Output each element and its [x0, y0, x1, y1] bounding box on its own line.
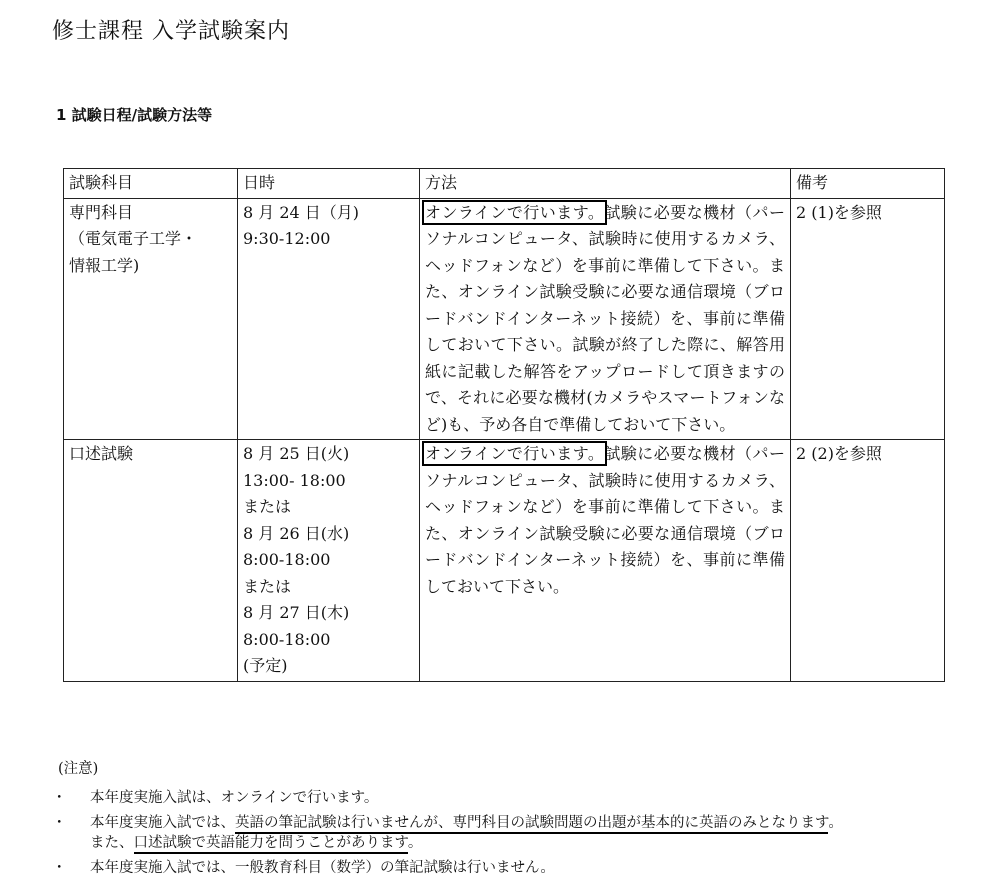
underlined-text: 口述試験で英語能力を問うことがあります [134, 835, 408, 854]
method-cell [420, 440, 791, 682]
remarks-cell: 2 (2)を参照 [791, 440, 945, 682]
note-text: 本年度実施入試は、オンラインで行います。 [90, 790, 379, 806]
method-text: 試験に必要な機材（パーソナルコンピュータ、試験時に使用するカメラ、ヘッドフォンなど）を事前に準備して下さい。また、オンライン試験受験に必要な通信環境（ブロードバンドインターネット接続）を、事前に準備しておいて下さい。試験が終了した際に、解答用紙に記載した解答をアップロードして頂きますので、それに必要な機材(カメラやスマートフォンなど)も、予め各自で準備しておいて下さい。 [425, 202, 785, 434]
bullet-icon: ・ [52, 860, 67, 876]
header-remarks: 備考 [791, 169, 945, 199]
datetime-cell: 8 月 25 日(火) 13:00- 18:00 または 8 月 26 日(水) 8:00-18:00 または 8 月 27 日(木) 8:00-18:00 (予定) [238, 440, 420, 682]
header-method: 方法 [420, 169, 791, 199]
header-datetime: 日時 [238, 169, 420, 199]
subject-cell: 専門科目 （電気電子工学・ 情報工学) [64, 198, 238, 440]
online-notice-box: オンラインで行います。 [425, 202, 605, 222]
note-item [52, 812, 843, 854]
note-text: 本年度実施入試では、一般教育科目（数学）の筆記試験は行いません。 [90, 860, 555, 876]
online-notice-box: オンラインで行います。 [425, 444, 605, 463]
table-row [64, 198, 945, 440]
note-text: 。 [828, 815, 843, 831]
note-text: また、 [90, 835, 134, 851]
note-text: 。 [407, 835, 423, 851]
page-title: 修士課程 入学試験案内 [52, 19, 290, 44]
note-body [90, 812, 843, 854]
method-cell [420, 198, 791, 440]
note-text: 本年度実施入試では、 [90, 815, 235, 831]
method-text: 試験に必要な機材（パーソナルコンピュータ、試験時に使用するカメラ、ヘッドフォンなど）を事前に準備して下さい。また、オンライン試験受験に必要な通信環境（ブロードバンドインターネット接続）を、事前に準備しておいて下さい。 [425, 444, 785, 596]
underlined-text: 英語の筆記試験は行いませんが、専門科目の試験問題の出題が基本的に英語のみとなります [235, 815, 828, 834]
remarks-cell: 2 (1)を参照 [791, 198, 945, 440]
header-subject: 試験科目 [64, 169, 238, 199]
notes-heading: (注意) [58, 761, 99, 777]
table-row [64, 440, 945, 682]
notes-section [52, 759, 843, 882]
exam-schedule-table [63, 168, 945, 682]
bullet-icon: ・ [52, 815, 67, 831]
subject-cell: 口述試験 [64, 440, 238, 682]
datetime-cell: 8 月 24 日（月) 9:30-12:00 [238, 198, 420, 440]
note-item [52, 857, 843, 879]
section-heading: 1 試験日程/試験方法等 [56, 106, 213, 124]
note-item [52, 787, 843, 809]
table-header-row [64, 169, 945, 199]
bullet-icon: ・ [52, 790, 67, 806]
